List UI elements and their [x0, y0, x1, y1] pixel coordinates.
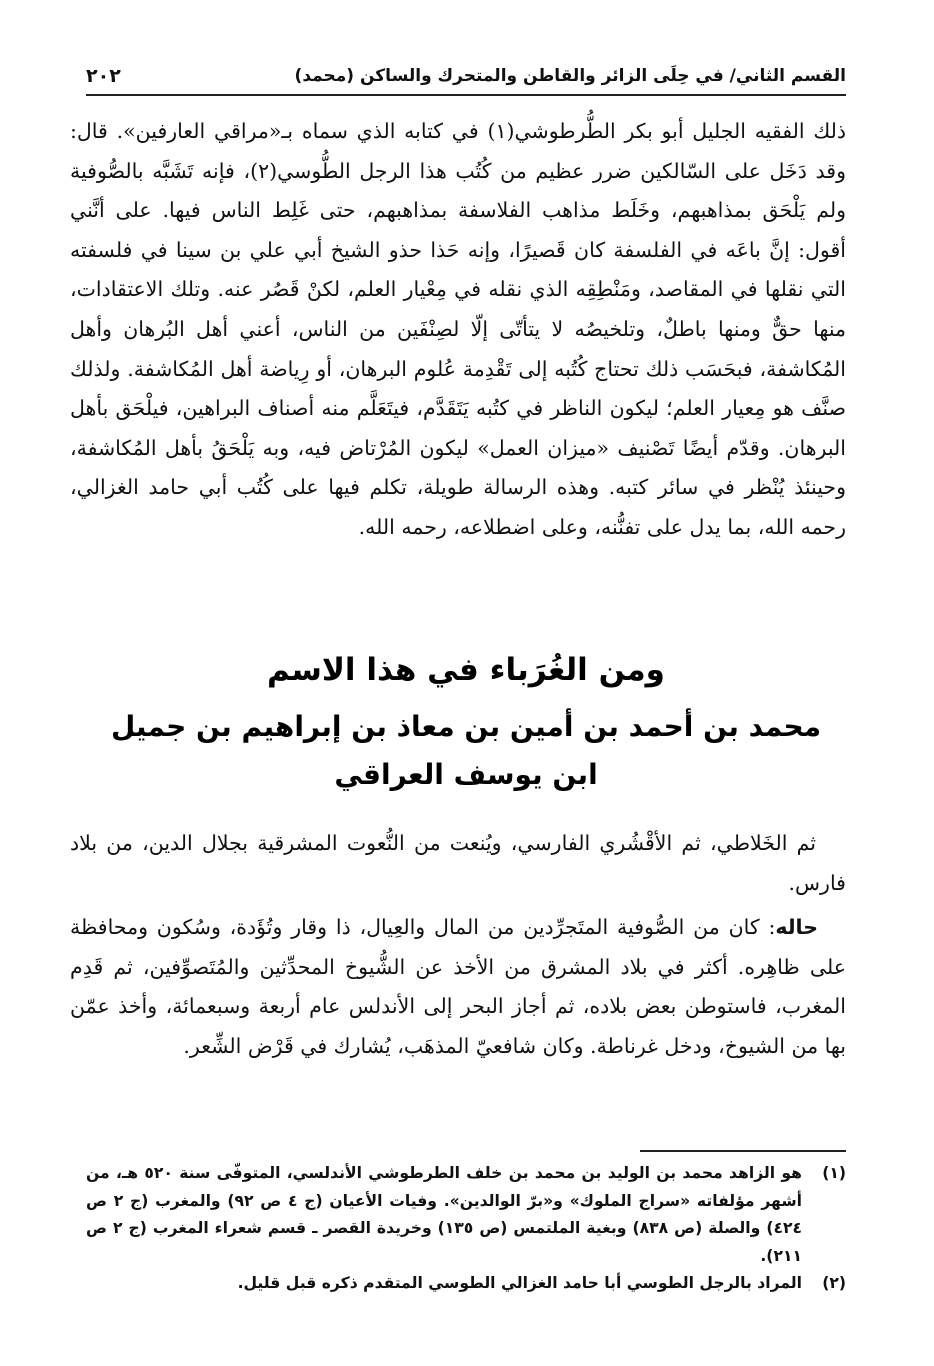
footnote-text: هو الزاهد محمد بن الوليد بن محمد بن خلف الطرطوشي الأندلسي، المتوفّى سنة ٥٢٠ هـ، من أشهر مؤلفاته «سراج الملوك» و«برّ الوالدين». وفيات الأعيان (ج ٤ ص ٩٢) والمغرب (ج ٢ ص ٤٢٤) والصلة (ص ٨٣٨) وبغية الملتمس (ص ١٣٥) وخريدة القصر ـ قسم شعراء المغرب (ج ٢ ص ٢١١).	[86, 1164, 803, 1265]
running-header	[86, 58, 846, 96]
intro-text: ذلك الفقيه الجليل أبو بكر الطُّرطوشي(١) في كتابه الذي سماه بـ«مراقي العارفين». قال: وقد دَخَل على السّالكين ضرر عظيم من كُتُب هذا الرجل الطُّوسي(٢)، فإنه تَشَبَّه بالصُّوفية ولم يَلْحَق بمذاهبهم، وخَلَط مذاهب الفلاسفة بمذاهبهم، حتى غَلِط الناس فيها. على أنَّني أقول: إنَّ باعَه في الفلسفة كان قَصيرًا، وإنه حَذا حذو الشيخ أبي علي بن سينا في فلسفته التي نقلها في المقاصد، ومَنْطِقِه الذي نقله في مِعْيار العلم، لكنْ قَصُر عنه. وتلك الاعتقادات، منها حقٌّ ومنها باطلٌ، وتلخيصُه لا يتأتّى إلّا لصِنْفَين من الناس، أعني أهل البُرهان وأهل المُكاشفة، فبحَسَب ذلك تحتاج كُتُبه إلى تَقْدِمة عُلوم البرهان، أو رِياضة أهل المُكاشفة. ولذلك صنَّف هو مِعيار العلم؛ ليكون الناظر في كتُبه يَتَقَدَّم، فيتَعَلَّم منه أصناف البراهين، فيلْحَق بأهل البرهان. وقدّم أيضًا تَصْنيف «ميزان العمل» ليكون المُرْتاض فيه، وبه يَلْحَقُ بأهل المُكاشفة، وحينئذ يُنْظر في سائر كتبه. وهذه الرسالة طويلة، تكلم فيها على كُتُب أبي حامد الغزالي، رحمه الله، بما يدل على تفنُّنه، وعلى اضطلاعه، رحمه الله.	[70, 119, 846, 539]
footnote-separator	[640, 1150, 846, 1152]
biography-name-line-1: محمد بن أحمد بن أمين بن معاذ بن إبراهيم بن جميل	[110, 710, 822, 743]
biography-paragraph	[70, 908, 846, 1066]
footnote	[86, 1160, 846, 1270]
section-heading: ومن الغُرَباء في هذا الاسم	[267, 652, 665, 688]
footnote-number: (٢)	[822, 1274, 846, 1293]
lineage-paragraph	[70, 824, 846, 903]
lineage-text: ثم الخَلاطي، ثم الأقْشُري الفارسي، ويُنعت من النُّعوت المشرقية بجلال الدين، من بلاد فارس.	[70, 831, 846, 895]
footnotes	[86, 1160, 846, 1298]
biography-label: حاله	[775, 915, 818, 939]
biography-text: : كان من الصُّوفية المتَجرِّدين من المال والعِيال، ذا وقار وتُؤَدة، وسُكون ومحافظة على ظاهِره. أكثر في بلاد المشرق من الأخذ عن الشُّيوخ المحدِّثين والمُتَصوِّفين، ثم قَدِم المغرب، فاستوطن بعض بلاده، ثم أجاز البحر إلى الأندلس عام أربعة وسبعمائة، وأخذ عمّن بها من الشيوخ، ودخل غرناطة. وكان شافعيّ المذهَب، يُشارك في قَرْض الشِّعر.	[70, 915, 846, 1058]
intro-paragraph	[70, 112, 846, 548]
footnote-number: (١)	[822, 1164, 846, 1182]
header-title: القسم الثاني/ في حِلَى الزائر والقاطن والمتحرك والساكن (محمد)	[294, 66, 846, 86]
biography-name-line-2: ابن يوسف العراقي	[334, 758, 598, 791]
page-number: ٢٠٢	[86, 65, 121, 87]
footnote	[86, 1270, 846, 1298]
footnote-text: المراد بالرجل الطوسي أبا حامد الغزالي الطوسي المتقدم ذكره قبل قليل.	[237, 1274, 802, 1293]
